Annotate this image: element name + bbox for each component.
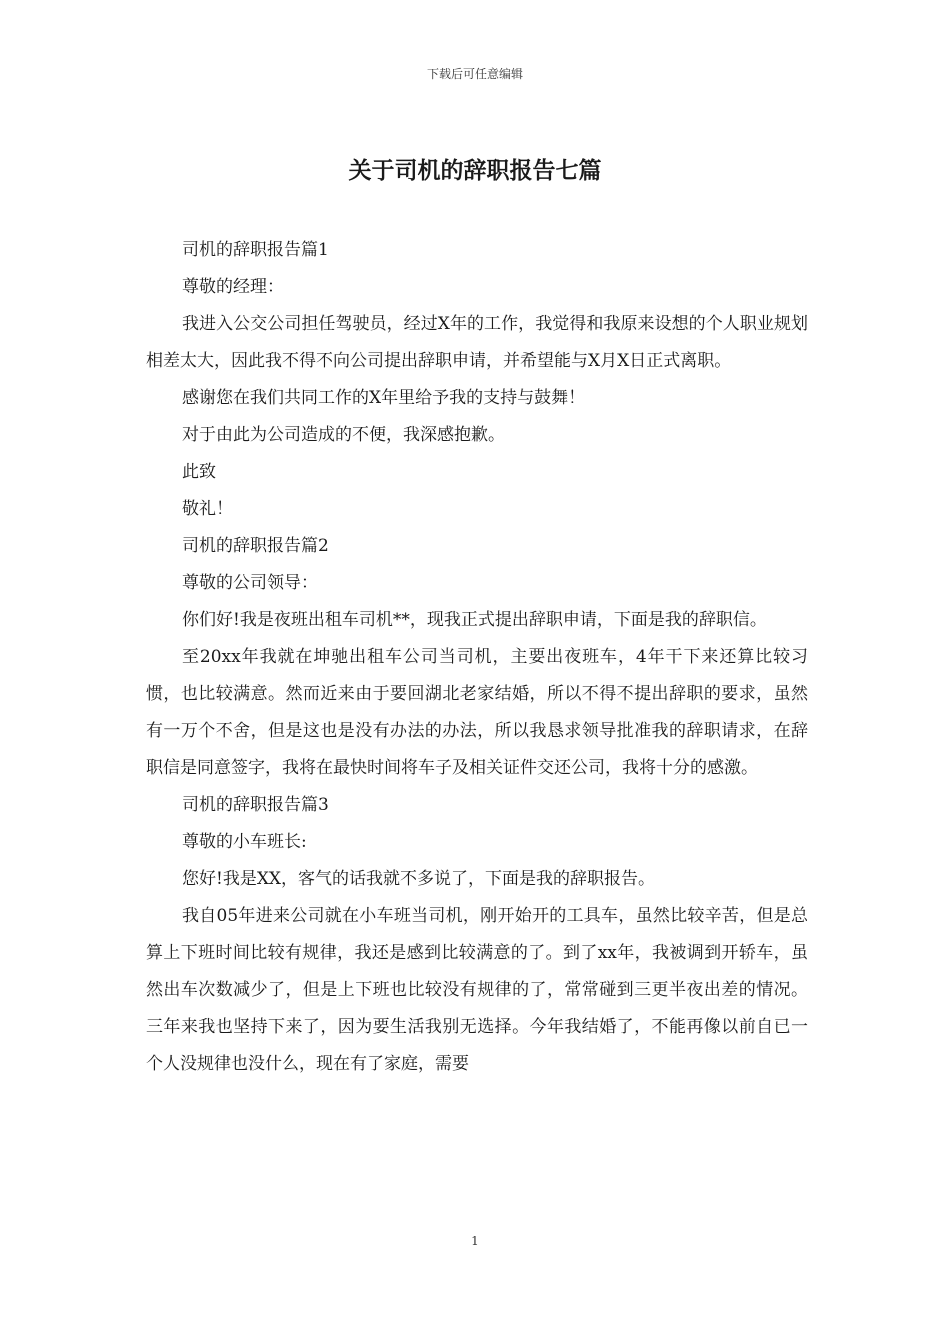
body-paragraph: 我自05年进来公司就在小车班当司机，刚开始开的工具车，虽然比较辛苦，但是总算上下班时间比较有规律，我还是感到比较满意的了。到了xx年，我被调到开轿车，虽然出车次数减少了，但是上下班也比较没有规律的了，常常碰到三更半夜出差的情况。三年来我也坚持下来了，因为要生活我别无选择。今年我结婚了，不能再像以前自已一个人没规律也没什么，现在有了家庭，需要 (146, 906, 808, 1074)
page-number: 1 (471, 1234, 479, 1248)
body-paragraph: 您好!我是XX，客气的话我就不多说了，下面是我的辞职报告。 (182, 869, 656, 889)
page-header: 下载后可任意编辑 (426, 67, 523, 81)
salutation: 尊敬的小车班长: (182, 832, 307, 852)
section-heading-3: 司机的辞职报告篇3 (182, 795, 329, 815)
section-heading-1: 司机的辞职报告篇1 (182, 240, 329, 260)
body-paragraph: 感谢您在我们共同工作的X年里给予我的支持与鼓舞！ (182, 388, 586, 408)
body-paragraph: 你们好!我是夜班出租车司机**，现我正式提出辞职申请，下面是我的辞职信。 (182, 610, 767, 630)
body-paragraph: 对于由此为公司造成的不便，我深感抱歉。 (182, 425, 505, 445)
section-heading-2: 司机的辞职报告篇2 (182, 536, 329, 556)
document-body (146, 232, 808, 1083)
body-paragraph: 至20xx年我就在坤驰出租车公司当司机，主要出夜班车，4年干下来还算比较习惯，也比较满意。然而近来由于要回湖北老家结婚，所以不得不提出辞职的要求，虽然有一万个不舍，但是这也是没有办法的办法，所以我恳求领导批准我的辞职请求，在辞职信是同意签字，我将在最快时间将车子及相关证件交还公司，我将十分的感激。 (146, 647, 808, 778)
salutation: 尊敬的公司领导： (182, 573, 318, 593)
closing: 敬礼！ (182, 499, 233, 519)
document-title: 关于司机的辞职报告七篇 (348, 157, 602, 184)
closing: 此致 (182, 462, 216, 482)
salutation: 尊敬的经理： (182, 277, 284, 297)
body-paragraph: 我进入公交公司担任驾驶员，经过X年的工作，我觉得和我原来设想的个人职业规划相差太大，因此我不得不向公司提出辞职申请，并希望能与X月X日正式离职。 (146, 314, 808, 371)
